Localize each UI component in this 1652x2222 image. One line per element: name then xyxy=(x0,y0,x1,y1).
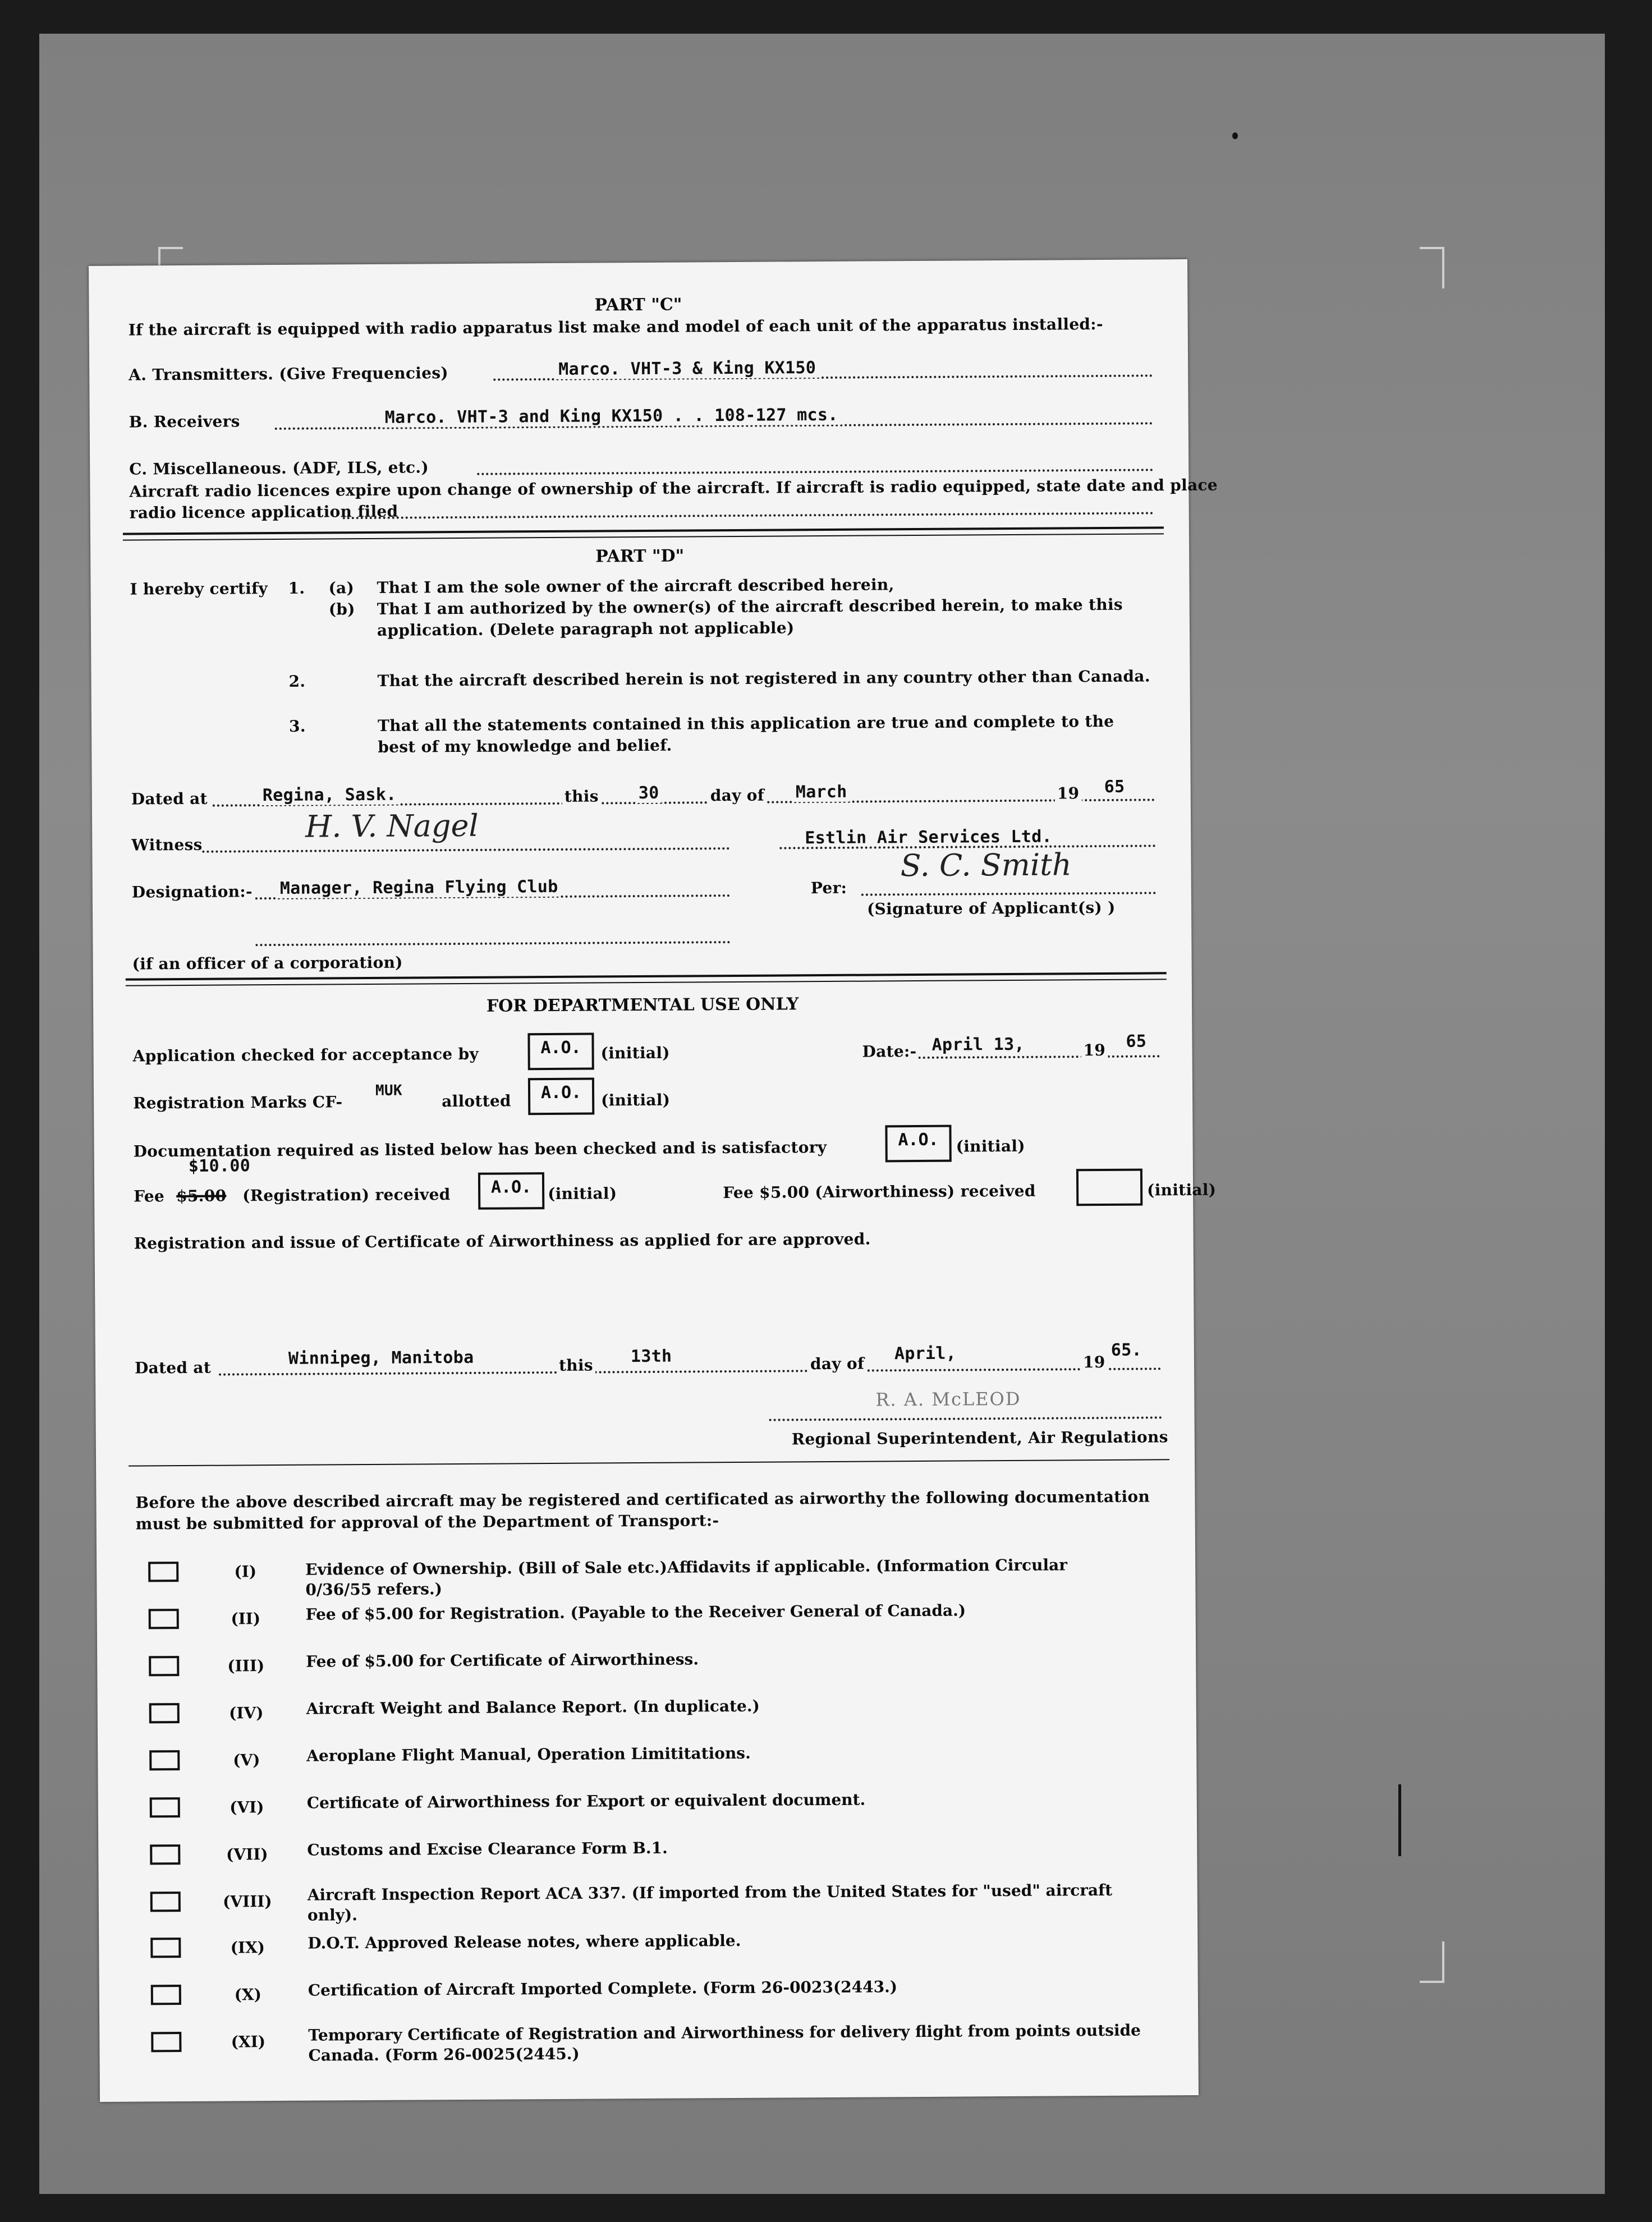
doc-checkbox[interactable] xyxy=(150,1938,181,1958)
doc-checkbox[interactable] xyxy=(149,1609,179,1629)
certify-item-1-number: 1. xyxy=(288,579,305,598)
fee-struck-amount: $5.00 xyxy=(176,1186,227,1206)
approval-statement: Registration and issue of Certificate of Airworthiness as applied for are approved. xyxy=(134,1229,871,1253)
departmental-heading: FOR DEPARTMENTAL USE ONLY xyxy=(486,994,799,1016)
misc-label: C. Miscellaneous. (ADF, ILS, etc.) xyxy=(129,458,429,479)
doc-text: Certification of Aircraft Imported Complete. (Form 26-0023(2443.) xyxy=(308,1977,898,2000)
officer-leader xyxy=(255,941,730,946)
scan-artifact-line xyxy=(1398,1784,1401,1856)
dated-at-label: Dated at xyxy=(131,789,208,809)
doc-text: Temporary Certificate of Registration and Airworthiness for delivery flight from points outside Canada. (Form 26-0025(2445.) xyxy=(308,2021,1141,2065)
certify-item-a-marker: (a) xyxy=(328,579,355,598)
section-divider xyxy=(126,979,1167,986)
fee-registration-label: (Registration) received xyxy=(242,1185,451,1205)
certify-label: I hereby certify xyxy=(130,579,268,599)
reg-initial-label: (initial) xyxy=(601,1090,671,1110)
doc-text: Aircraft Weight and Balance Report. (In duplicate.) xyxy=(306,1696,760,1718)
doc-checkbox[interactable] xyxy=(150,1892,181,1912)
scan-corner-mark xyxy=(1420,247,1444,288)
airworthiness-initial-label: (initial) xyxy=(1147,1180,1217,1200)
certify-item-b-text-2: application. (Delete paragraph not applicable) xyxy=(377,618,795,640)
checked-initials-box: A.O. xyxy=(527,1033,594,1071)
witness-leader xyxy=(202,847,729,853)
doc-text: D.O.T. Approved Release notes, where applicable. xyxy=(308,1931,741,1953)
checked-initial-label: (initial) xyxy=(600,1043,670,1063)
doc-number: (IV) xyxy=(229,1704,264,1723)
superintendent-title: Regional Superintendent, Air Regulations xyxy=(791,1427,1168,1449)
doc-number: (III) xyxy=(227,1656,265,1675)
doc-text: Certificate of Airworthiness for Export or equivalent document. xyxy=(306,1790,866,1812)
certify-item-3-number: 3. xyxy=(288,717,306,736)
transmitters-value: Marco. VHT-3 & King KX150 xyxy=(555,358,819,379)
date-value: April 13, xyxy=(929,1035,1026,1055)
dated-at-value: Regina, Sask. xyxy=(260,785,399,806)
application-form-page xyxy=(89,259,1218,2102)
doc-checkbox[interactable] xyxy=(151,1985,181,2005)
reg-marks-label: Registration Marks CF- xyxy=(133,1092,343,1113)
dept-dated-at-label: Dated at xyxy=(134,1358,212,1378)
dept-year-value: 65. xyxy=(1109,1340,1144,1360)
fee-correction: $10.00 xyxy=(188,1156,251,1176)
this-label: this xyxy=(562,787,601,805)
superintendent-signature-line xyxy=(769,1416,1162,1421)
allotted-label: allotted xyxy=(442,1091,511,1111)
doc-number: (X) xyxy=(234,1985,262,2004)
dept-day-of-label: day of xyxy=(808,1355,866,1374)
part-d-heading: PART "D" xyxy=(595,546,685,567)
dept-month-value: April, xyxy=(892,1344,958,1364)
doc-checkbox[interactable] xyxy=(149,1703,180,1723)
airworthiness-initials-box xyxy=(1076,1169,1142,1206)
part-c-heading: PART "C" xyxy=(594,295,682,315)
doc-checkbox[interactable] xyxy=(148,1562,178,1582)
applicant-signature: S. C. Smith xyxy=(900,847,1072,884)
documentation-label: Documentation required as listed below has been checked and is satisfactory xyxy=(133,1138,827,1161)
day-of-label: day of xyxy=(708,786,767,805)
scan-corner-mark xyxy=(1420,1941,1444,1983)
doc-number: (II) xyxy=(231,1609,261,1628)
radio-licence-note-1: Aircraft radio licences expire upon change of ownership of the aircraft. If aircraft is radio equipped, state date and place xyxy=(129,475,1218,501)
designation-label: Designation:- xyxy=(131,882,253,902)
year-prefix: 19 xyxy=(1055,784,1082,802)
date-label: Date:- xyxy=(862,1042,917,1061)
doc-number: (VIII) xyxy=(222,1892,272,1911)
applicant-name: Estlin Air Services Ltd. xyxy=(805,827,1053,848)
designation-value: Manager, Regina Flying Club xyxy=(278,877,561,898)
documentation-initial-label: (initial) xyxy=(956,1136,1025,1156)
doc-text: Aircraft Inspection Report ACA 337. (If imported from the United States for "used" aircraft only). xyxy=(307,1880,1113,1925)
doc-text: Customs and Excise Clearance Form B.1. xyxy=(307,1838,668,1860)
dept-day-value: 13th xyxy=(628,1347,674,1366)
doc-text: Fee of $5.00 for Certificate of Airworthiness. xyxy=(306,1650,699,1671)
doc-checkbox[interactable] xyxy=(151,2032,181,2052)
doc-number: (VII) xyxy=(226,1845,268,1864)
witness-label: Witness xyxy=(131,835,203,855)
checked-label: Application checked for acceptance by xyxy=(132,1044,479,1066)
signature-caption: (Signature of Applicant(s) ) xyxy=(866,898,1116,919)
scan-speck xyxy=(1232,132,1238,139)
doc-text: Aeroplane Flight Manual, Operation Limititations. xyxy=(306,1743,751,1765)
misc-leader xyxy=(477,469,1153,475)
officer-note: (if an officer of a corporation) xyxy=(132,953,403,974)
certify-item-a-text: That I am the sole owner of the aircraft described herein, xyxy=(377,575,894,597)
doc-number: (IX) xyxy=(230,1938,265,1957)
date-year-prefix: 19 xyxy=(1081,1041,1108,1059)
doc-number: (VI) xyxy=(230,1798,264,1817)
receivers-value: Marco. VHT-3 and King KX150 . . 108-127 mcs. xyxy=(382,405,842,428)
dept-year-prefix: 19 xyxy=(1081,1353,1108,1371)
doc-checkbox[interactable] xyxy=(149,1750,180,1770)
dept-this-label: this xyxy=(557,1356,595,1375)
doc-checkbox[interactable] xyxy=(150,1797,180,1817)
transmitters-label: A. Transmitters. (Give Frequencies) xyxy=(129,364,449,384)
part-c-intro: If the aircraft is equipped with radio apparatus list make and model of each unit of the apparatus installed:- xyxy=(128,314,1103,339)
day-value: 30 xyxy=(636,783,662,803)
doc-number: (XI) xyxy=(231,2032,266,2051)
certify-item-2-number: 2. xyxy=(288,672,306,691)
documentation-initials-box: A.O. xyxy=(885,1125,951,1163)
per-label: Per: xyxy=(810,878,847,898)
per-leader xyxy=(861,892,1156,896)
month-value: March xyxy=(793,782,850,802)
doc-text: Fee of $5.00 for Registration. (Payable to the Receiver General of Canada.) xyxy=(305,1601,966,1624)
doc-text: Evidence of Ownership. (Bill of Sale etc.)Affidavits if applicable. (Information Circular 0/36/55 refers.) xyxy=(305,1555,1068,1599)
doc-number: (V) xyxy=(233,1751,260,1770)
certify-item-b-marker: (b) xyxy=(328,600,355,619)
dept-dated-at-value: Winnipeg, Manitoba xyxy=(286,1348,476,1369)
certify-item-3-text-1: That all the statements contained in this application are true and complete to the xyxy=(377,711,1114,735)
fee-airworthiness-label: Fee $5.00 (Airworthiness) received xyxy=(723,1181,1036,1202)
official-stamp: R. A. McLEOD xyxy=(875,1388,1021,1411)
year-value: 65 xyxy=(1102,777,1127,797)
dept-dated-leader xyxy=(219,1367,1162,1375)
doc-checkbox[interactable] xyxy=(150,1844,180,1865)
receivers-label: B. Receivers xyxy=(129,412,240,431)
date-year: 65 xyxy=(1123,1031,1149,1051)
section-divider xyxy=(129,1459,1169,1466)
fee-initials-box: A.O. xyxy=(478,1172,544,1210)
date-leader xyxy=(919,1055,1160,1059)
certify-item-3-text-2: best of my knowledge and belief. xyxy=(378,736,672,756)
reg-initials-box: A.O. xyxy=(528,1078,594,1115)
radio-licence-note-2: radio licence application filed xyxy=(129,502,398,522)
fee-initial-label: (initial) xyxy=(548,1184,617,1204)
fee-label: Fee xyxy=(134,1187,165,1206)
witness-signature: H. V. Nagel xyxy=(305,807,479,844)
docs-intro-1: Before the above described aircraft may be registered and certificated as airworthy the following documentation xyxy=(135,1487,1150,1512)
docs-intro-2: must be submitted for approval of the Department of Transport:- xyxy=(135,1511,719,1534)
doc-checkbox[interactable] xyxy=(149,1656,179,1676)
certify-item-b-text-1: That I am authorized by the owner(s) of the aircraft described herein, to make this xyxy=(377,595,1123,618)
section-divider xyxy=(123,533,1164,540)
doc-number: (I) xyxy=(234,1562,257,1581)
radio-licence-leader xyxy=(343,512,1154,519)
reg-marks-value: MUK xyxy=(375,1082,402,1099)
certify-item-2-text: That the aircraft described herein is not registered in any country other than Canada. xyxy=(377,667,1150,690)
